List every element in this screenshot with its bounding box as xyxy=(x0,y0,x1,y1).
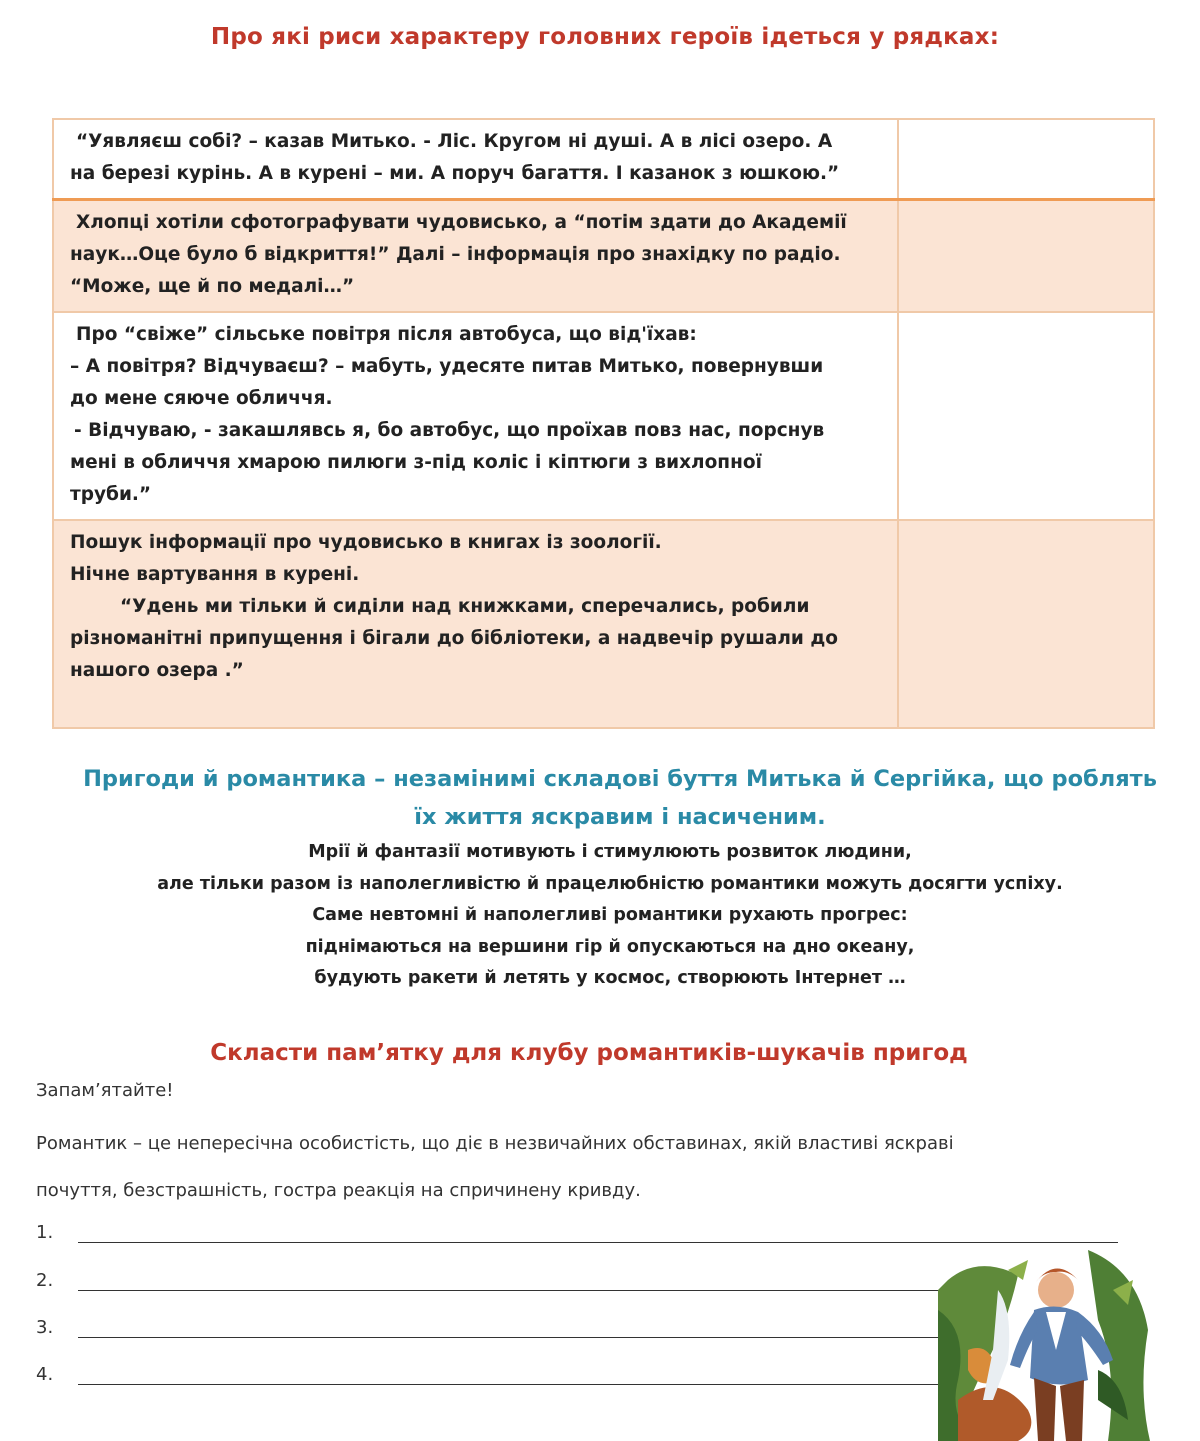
quote-line: нашого озера .” xyxy=(70,660,244,681)
remember-label: Запам’ятайте! xyxy=(36,1080,174,1101)
quote-cell xyxy=(53,200,898,313)
memo-item-4 xyxy=(36,1364,53,1385)
quote-line: мені в обличчя хмарою пилюги з-під коліс і кіптюги з вихлопної xyxy=(70,452,762,473)
quote-line: - Відчуваю, - закашлявсь я, бо автобус, що проїхав повз нас, порснув xyxy=(74,420,825,441)
memo-item-1 xyxy=(36,1222,53,1243)
romance-text-line: Мрії й фантазії мотивують і стимулюють розвиток людини, xyxy=(308,842,912,862)
memo-item-2 xyxy=(36,1270,53,1291)
romance-text-line: піднімаються на вершини гір й опускаються на дно океану, xyxy=(305,936,915,957)
quote-line: труби.” xyxy=(70,484,152,505)
memo-heading: Скласти пам’ятку для клубу романтиків-шукачів пригод xyxy=(210,1040,968,1066)
page-title: Про які риси характеру головних героїв ідеться у рядках: xyxy=(210,24,1000,50)
answer-cell[interactable] xyxy=(898,119,1154,200)
romance-text-line: Саме невтомні й наполегливі романтики рухають прогрес: xyxy=(312,905,908,925)
answer-line[interactable] xyxy=(78,1290,940,1291)
quote-indented-line: “Удень ми тільки й сиділи над книжками, сперечались, робили xyxy=(120,596,810,617)
quote-line: Нічне вартування в курені. xyxy=(70,564,360,585)
answer-cell[interactable] xyxy=(898,200,1154,313)
quote-line: Хлопці хотіли сфотографувати чудовисько, а “потім здати до Академії xyxy=(76,212,847,233)
table-row xyxy=(53,520,1154,728)
romance-text-line: будують ракети й летять у космос, створюють Інтернет … xyxy=(314,968,906,988)
definition-line: почуття, безстрашність, гостра реакція на спричинену кривду. xyxy=(36,1180,641,1201)
definition-line: Романтик – це непересічна особистість, що діє в незвичайних обставинах, якій властиві яскраві xyxy=(36,1133,954,1154)
answer-cell[interactable] xyxy=(898,520,1154,728)
answer-line[interactable] xyxy=(78,1384,940,1385)
romance-text xyxy=(60,837,1160,995)
table-row xyxy=(53,200,1154,313)
quote-line: на березі курінь. А в курені – ми. А поруч багаття. І казанок з юшкою.” xyxy=(70,163,840,184)
definition xyxy=(36,1120,1146,1214)
quote-line: – А повітря? Відчуваєш? – мабуть, удесяте питав Митько, повернувши xyxy=(70,356,824,377)
boy-in-forest-illustration xyxy=(938,1250,1150,1441)
answer-line[interactable] xyxy=(78,1337,940,1338)
item-number: 3. xyxy=(36,1317,54,1338)
item-number: 2. xyxy=(36,1270,54,1291)
memo-item-3 xyxy=(36,1317,53,1338)
quote-line: “Уявляєш собі? – казав Митько. - Ліс. Кругом ні душі. А в лісі озеро. А xyxy=(76,131,833,152)
item-number: 4. xyxy=(36,1364,54,1385)
item-number: 1. xyxy=(36,1222,54,1243)
quote-cell xyxy=(53,312,898,520)
romance-heading-line: їх життя яскравим і насиченим. xyxy=(414,804,826,830)
romance-heading-line: Пригоди й романтика – незамінимі складові буття Митька й Сергійка, що роблять xyxy=(83,766,1157,792)
table-row xyxy=(53,312,1154,520)
quote-line: різноманітні припущення і бігали до бібліотеки, а надвечір рушали до xyxy=(70,628,838,649)
quotes-table xyxy=(52,118,1155,729)
quote-cell xyxy=(53,119,898,200)
quote-cell xyxy=(53,520,898,728)
quote-line: наук…Оце було б відкриття!” Далі – інформація про знахідку по радіо. xyxy=(70,244,841,265)
quote-line: Про “свіже” сільське повітря після автобуса, що від'їхав: xyxy=(76,324,697,345)
quote-line: “Може, ще й по медалі…” xyxy=(70,276,355,297)
romance-text-line: але тільки разом із наполегливістю й працелюбністю романтики можуть досягти успіху. xyxy=(157,873,1063,894)
quote-line: Пошук інформації про чудовисько в книгах із зоології. xyxy=(70,532,662,553)
romance-heading xyxy=(60,760,1180,836)
table-row xyxy=(53,119,1154,200)
quote-line: до мене сяюче обличчя. xyxy=(70,388,333,409)
quote-line xyxy=(70,591,887,623)
answer-line[interactable] xyxy=(78,1242,1118,1243)
answer-cell[interactable] xyxy=(898,312,1154,520)
